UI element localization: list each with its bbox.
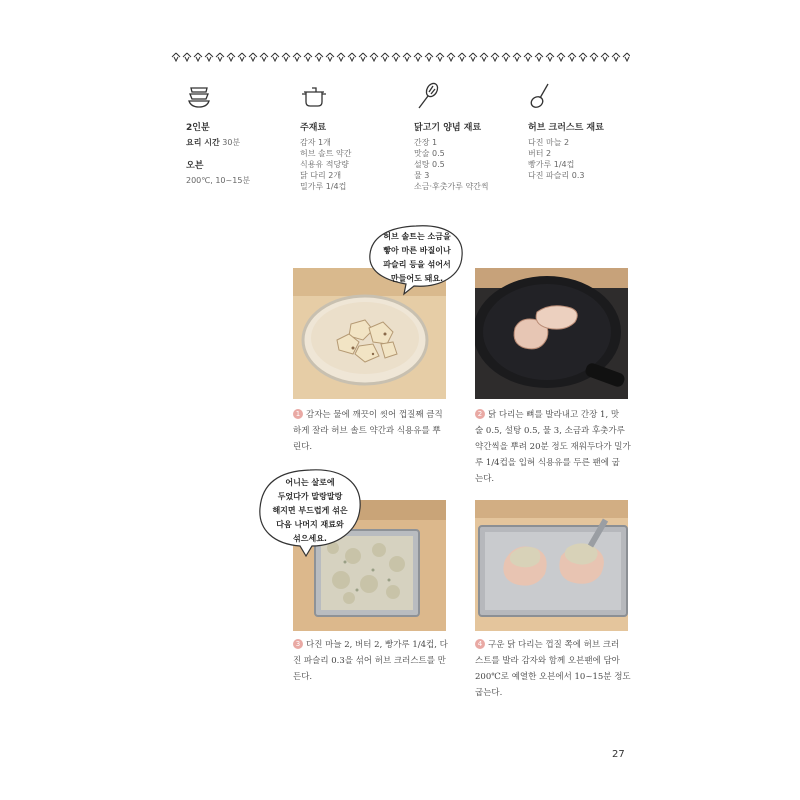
- page-number: 27: [612, 749, 625, 760]
- tip-bubble-butter: [254, 466, 366, 558]
- photo-crusted-chicken-tray: [475, 500, 628, 631]
- step-1: [293, 407, 451, 455]
- pot-icon: [300, 82, 328, 110]
- ingredient-item: 소금·후춧가루 약간씩: [414, 182, 489, 191]
- tip-line: 어니는 살로에: [285, 478, 335, 487]
- servings-info: [186, 82, 301, 186]
- herb-crust-ingredients: [528, 82, 643, 181]
- herb-crust-title: 허브 크러스트 재료: [528, 123, 604, 133]
- main-ingredients-title: 주재료: [300, 123, 327, 133]
- oven-title: 오븐: [186, 161, 204, 171]
- ingredient-item: 물 3: [414, 171, 430, 180]
- tip-line: 허브 솔트는 소금을: [383, 232, 451, 241]
- tip-line: 다음 나머지 재료와: [276, 520, 344, 529]
- step-line: 구운 닭 다리는 껍질 쪽에 허브 크러: [488, 640, 620, 650]
- step-line: 루 1/4컵을 입혀 식용유를 두른 팬에 굽: [475, 458, 620, 468]
- ingredient-item: 간장 1: [414, 138, 438, 147]
- step-number-badge: 3: [293, 639, 303, 649]
- step-2: [475, 407, 633, 487]
- ingredient-item: 설탕 0.5: [414, 160, 445, 169]
- step-line: 스트를 발라 감자와 함께 오븐팬에 담아: [475, 656, 620, 666]
- tip-line: 만들어도 돼요.: [390, 274, 444, 283]
- step-line: 약간씩을 뿌려 20분 정도 재워두다가 밀가: [475, 442, 631, 452]
- ladle-icon: [528, 82, 556, 110]
- step-line: 굽는다.: [475, 688, 503, 698]
- tip-line: 해지면 부드럽게 섞은: [272, 506, 348, 515]
- step-line: 200℃로 예열한 오븐에서 10~15분 정도: [475, 672, 631, 682]
- step-number-badge: 2: [475, 409, 485, 419]
- step-line: 든다.: [293, 672, 313, 682]
- ingredient-item: 허브 솔트 약간: [300, 149, 352, 158]
- tip-line: 섞으세요.: [293, 534, 327, 543]
- servings-title: 2인분: [186, 123, 210, 133]
- ingredient-item: 맛술 0.5: [414, 149, 445, 158]
- chicken-marinade: [414, 82, 529, 192]
- chicken-marinade-title: 닭고기 양념 재료: [414, 123, 482, 133]
- step-line: 진 파슬리 0.3을 섞어 허브 크러스트를 만: [293, 656, 446, 666]
- tip-bubble-herb-salt: [366, 222, 466, 296]
- step-line: 하게 잘라 허브 솔트 약간과 식용유를 뿌: [293, 426, 441, 436]
- step-line: 닭 다리는 뼈를 발라내고 간장 1, 맛: [488, 410, 620, 420]
- cooking-time-label: 요리 시간: [186, 138, 220, 147]
- bowls-stack-icon: [186, 82, 214, 110]
- ingredient-item: 빵가루 1/4컵: [528, 160, 575, 169]
- tip-line: 파슬리 등을 섞어서: [383, 260, 451, 269]
- ingredient-item: 다진 마늘 2: [528, 138, 570, 147]
- step-line: 술 0.5, 설탕 0.5, 물 3, 소금과 후춧가루: [475, 426, 625, 436]
- main-ingredients: [300, 82, 415, 192]
- step-line: 는다.: [475, 474, 495, 484]
- step-line: 다진 마늘 2, 버터 2, 빵가루 1/4컵, 다: [306, 640, 448, 650]
- step-number-badge: 1: [293, 409, 303, 419]
- step-4: [475, 637, 633, 701]
- step-3: [293, 637, 451, 685]
- ingredient-item: 감자 1개: [300, 138, 331, 147]
- step-line: 린다.: [293, 442, 313, 452]
- tip-line: 두었다가 말랑말랑: [277, 492, 343, 501]
- photo-chicken-pan: [475, 268, 628, 399]
- ingredient-item: 닭 다리 2개: [300, 171, 342, 180]
- whisk-icon: [414, 82, 442, 110]
- cooking-time-value: 30분: [222, 138, 241, 147]
- tip-line: 빻아 마른 바질이나: [383, 246, 451, 255]
- ingredient-item: 밀가루 1/4컵: [300, 182, 347, 191]
- oven-value: 200℃, 10~15분: [186, 176, 251, 185]
- ingredient-item: 다진 파슬리 0.3: [528, 171, 585, 180]
- ingredient-item: 식용유 적당량: [300, 160, 349, 169]
- decorative-border: [170, 50, 630, 64]
- step-number-badge: 4: [475, 639, 485, 649]
- ingredient-item: 버터 2: [528, 149, 552, 158]
- step-line: 감자는 물에 깨끗이 씻어 껍질째 큼직: [306, 410, 443, 420]
